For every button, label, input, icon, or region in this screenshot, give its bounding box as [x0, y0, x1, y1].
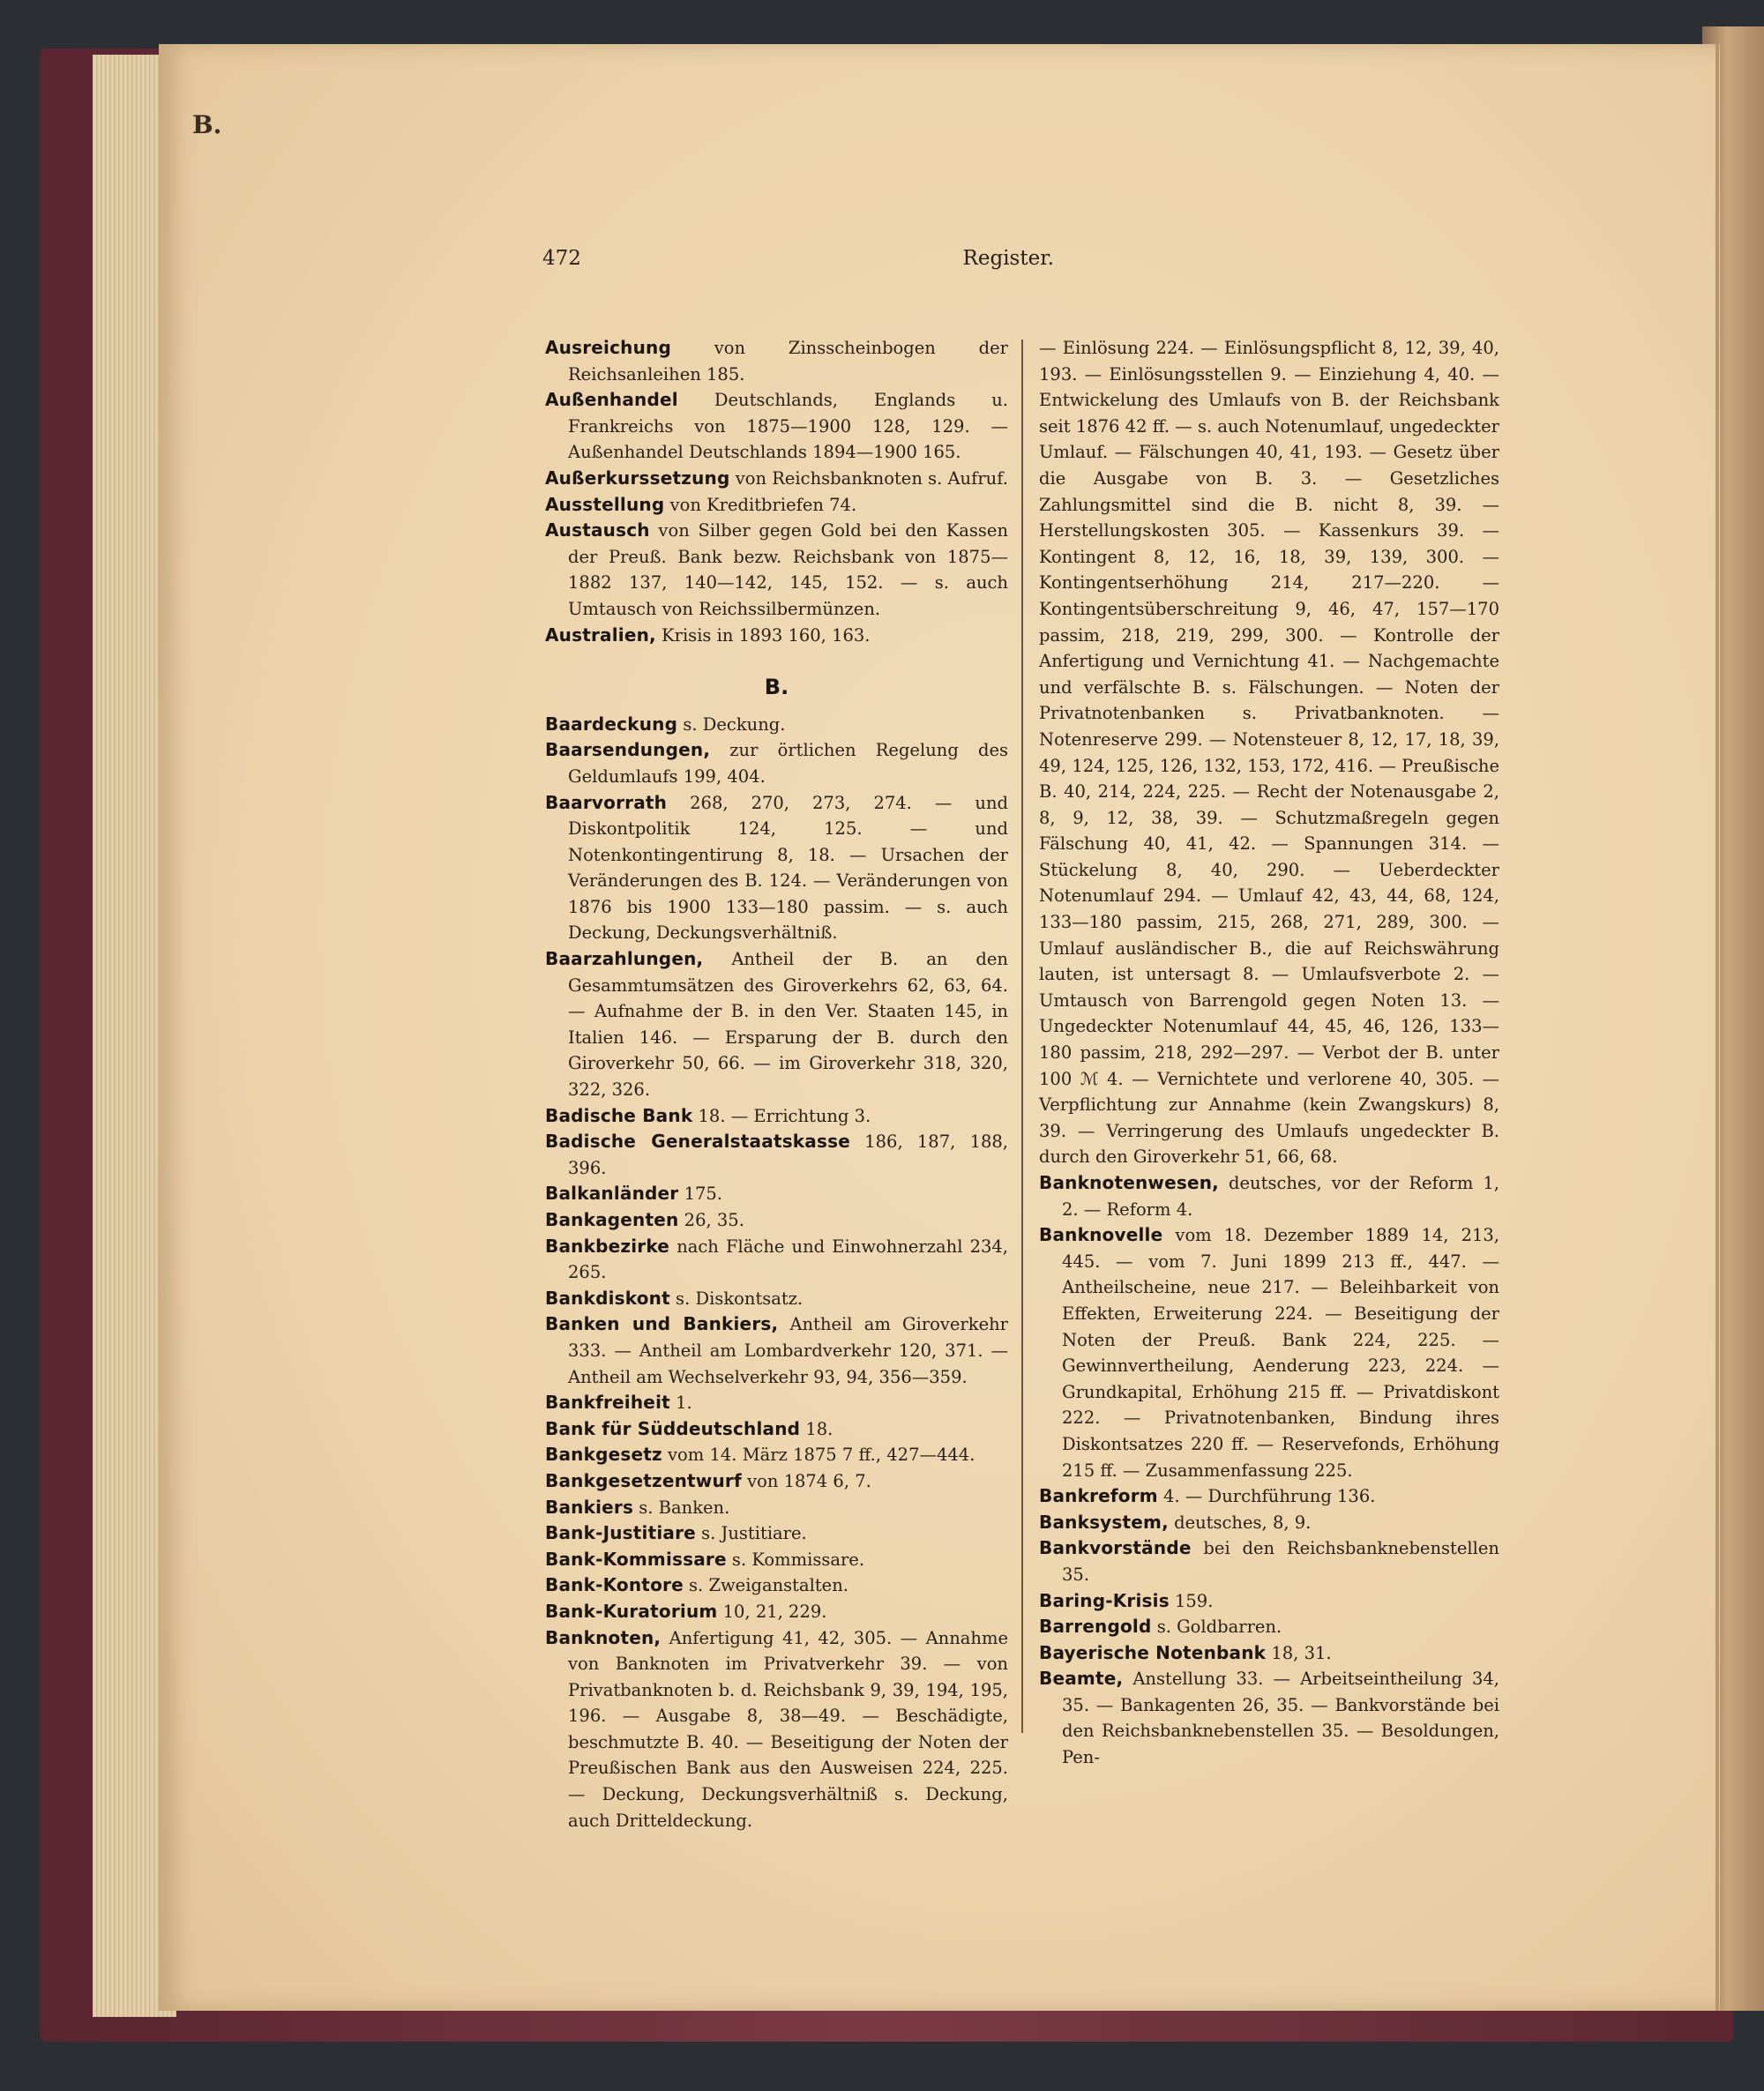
index-entry-references: s. Kommissare. [726, 1549, 865, 1570]
index-entry [1039, 1588, 1499, 1615]
index-entry-references: 18. — Errichtung 3. [692, 1105, 871, 1126]
index-entry [545, 1207, 1008, 1234]
index-entry-references: 268, 270, 273, 274. — und Diskontpolitik 124, 125. — und Notenkontingentirung 8, 18. — Ursachen der Veränderungen des B. 124. — Veränderungen von 1876 bis 1900 133—180 passim. — s. auch Deckung, Deckungsverhältniß. [568, 792, 1008, 944]
continued-entry-text: — Einlösung 224. — Einlösungspflicht 8, 12, 39, 40, 193. — Einlösungsstellen 9. — Einziehung 4, 40. — Entwickelung des Umlaufs von B. der Reichsbank seit 1876 42 ff. — s. auch Notenumlauf, ungedeckter Umlauf. — Fälschungen 40, 41, 193. — Gesetz über die Ausgabe von B. 3. — Gesetzliches Zahlungsmittel sind die B. nicht 8, 39. — Herstellungskosten 305. — Kassenkurs 39. — Kontingent 8, 12, 16, 18, 39, 139, 300. — Kontingentserhöhung 214, 217—220. — Kontingentsüberschreitung 9, 46, 47, 157—170 passim, 218, 219, 299, 300. — Kontrolle der Anfertigung und Vernichtung 41. — Nachgemachte und verfälschte B. s. Fälschungen. — Noten der Privatnotenbanken s. Privatbanknoten. — Notenreserve 299. — Notensteuer 8, 12, 17, 18, 39, 49, 124, 125, 126, 132, 153, 172, 416. — Preußische B. 40, 214, 224, 225. — Recht der Notenausgabe 2, 8, 9, 12, 38, 39. — Schutzmaßregeln gegen Fälschung 40, 41, 42. — Spannungen 314. — Stückelung 8, 40, 290. — Ueberdeckter Notenumlauf 294. — Umlauf 42, 43, 44, 68, 124, 133—180 passim, 215, 268, 271, 289, 300. — Umlauf ausländischer B., die auf Reichswährung lauten, ist untersagt 8. — Umlaufsverbote 2. — Umtausch von Barrengold gegen Noten 13. — Ungedeckter Notenumlauf 44, 45, 46, 126, 133—180 passim, 218, 292—297. — Verbot der B. unter 100 ℳ 4. — Vernichtete und verlorene 40, 305. — Verpflichtung zur Annahme (kein Zwangskurs) 8, 39. — Verringerung des Umlaufs ungedeckter B. durch den Giroverkehr 51, 66, 68. [1039, 338, 1499, 1168]
index-entry-headword: Bank-Kontore [545, 1574, 684, 1596]
index-entry [545, 1468, 1008, 1495]
index-entry [545, 335, 1008, 387]
index-entry-headword: Barrengold [1039, 1616, 1152, 1638]
index-entry-references: 10, 21, 229. [717, 1601, 827, 1622]
left-entries-bottom [545, 712, 1008, 1834]
section-heading-b: B. [764, 675, 789, 700]
index-entry-headword: Bank-Justitiare [545, 1522, 696, 1544]
index-entry-references: von Reichsbanknoten s. Aufruf. [729, 467, 1008, 489]
index-entry-headword: Ausreichung [545, 337, 671, 358]
index-entry [545, 1181, 1008, 1207]
index-entry-references: 18, 31. [1266, 1642, 1332, 1663]
index-entry-headword: Baarvorrath [545, 791, 668, 813]
index-entry [1039, 1170, 1499, 1222]
index-entry [545, 1390, 1008, 1416]
index-entry-references: s. Banken. [633, 1497, 730, 1518]
index-entry-references: 26, 35. [678, 1210, 744, 1230]
index-entry-references: von Zinsscheinbogen der Reichsanleihen 185. [568, 338, 1008, 385]
index-entry-headword: Außenhandel [545, 389, 678, 411]
index-entry-headword: Banknoten, [545, 1626, 662, 1648]
right-column [1039, 335, 1499, 1771]
index-entry [1039, 1483, 1499, 1510]
index-entry-references: 18. [800, 1418, 833, 1439]
index-entry-headword: Bank-Kuratorium [545, 1600, 718, 1622]
index-entry-headword: Bayerische Notenbank [1039, 1641, 1267, 1663]
index-entry-references: deutsches, vor der Reform 1, 2. — Reform 4. [1062, 1173, 1499, 1220]
index-entry-headword: Baarzahlungen, [545, 948, 704, 970]
index-entry-headword: Bank für Süddeutschland [545, 1417, 801, 1439]
index-entry-references: bei den Reichsbanknebenstellen 35. [1062, 1538, 1499, 1585]
index-entry-references: s. Deckung. [677, 713, 786, 735]
index-entry-references: Anfertigung 41, 42, 305. — Annahme von Banknoten im Privatverkehr 39. — von Privatbanknoten b. d. Reichsbank 9, 39, 194, 195, 196. — Ausgabe 8, 38—49. — Beschädigte, beschmutzte B. 40. — Beseitigung der Noten der Preußischen Bank aus den Ausweisen 224, 225. — Deckung, Deckungsverhältniß s. Deckung, auch Dritteldeckung. [568, 1627, 1008, 1831]
index-entry-references: Deutschlands, Englands u. Frankreichs von 1875—1900 128, 129. — Außenhandel Deutschlands 1894—1900 165. [568, 390, 1008, 463]
index-entry [545, 387, 1008, 466]
index-entry [545, 1234, 1008, 1286]
left-column [545, 335, 1008, 1833]
index-entry-headword: Bankbezirke [545, 1235, 670, 1257]
index-entry-references: Krisis in 1893 160, 163. [655, 624, 871, 646]
index-entry-headword: Außerkurssetzung [545, 467, 730, 489]
index-entry-references: zur örtlichen Regelung des Geldumlaufs 199, 404. [568, 740, 1008, 787]
page-header [542, 247, 1054, 275]
index-entry [545, 737, 1008, 789]
index-entry-headword: Austausch [545, 519, 650, 541]
index-entry-headword: Bankvorstände [1039, 1537, 1192, 1559]
running-head: Register. [962, 247, 1054, 270]
index-entry-headword: Ausstellung [545, 493, 665, 515]
index-entry [545, 1520, 1008, 1547]
index-entry-headword: Balkanländer [545, 1183, 679, 1205]
index-entry [545, 1311, 1008, 1390]
index-entry [1039, 1640, 1499, 1667]
page-number: 472 [542, 247, 581, 270]
index-entry-references: vom 18. Dezember 1889 14, 213, 445. — vom 7. Juni 1899 213 ff., 447. — Antheilscheine, neue 217. — Beleihbarkeit von Effekten, Erweiterung 224. — Beseitigung der Noten der Preuß. Bank 224, 225. — Gewinnvertheilung, Aenderung 223, 224. — Grundkapital, Erhöhung 215 ff. — Privatdiskont 222. — Privatnotenbanken, Bindung ihres Diskontsatzes 220 ff. — Reservefonds, Erhöhung 215 ff. — Zusammenfassung 225. [1062, 1225, 1499, 1481]
index-entry [545, 1442, 1008, 1468]
index-entry-references: 159. [1169, 1590, 1214, 1611]
index-entry [545, 1416, 1008, 1443]
index-entry-references: deutsches, 8, 9. [1168, 1512, 1312, 1533]
index-entry [545, 1495, 1008, 1521]
index-entry-references: 4. — Durchführung 136. [1157, 1486, 1376, 1507]
index-entry-headword: Banknovelle [1039, 1224, 1163, 1246]
index-entry [545, 1129, 1008, 1181]
index-entry-headword: Bankfreiheit [545, 1392, 670, 1414]
margin-mark: B. [192, 110, 222, 139]
index-entry [1039, 1535, 1499, 1587]
left-entries-top [545, 335, 1008, 648]
index-entry [545, 466, 1008, 492]
index-entry-references: nach Fläche und Einwohnerzahl 234, 265. [568, 1236, 1008, 1283]
index-entry-headword: Bank-Kommissare [545, 1548, 727, 1570]
index-entry [545, 1547, 1008, 1573]
column-divider [1021, 340, 1023, 1733]
index-entry-references: von 1874 6, 7. [741, 1470, 871, 1491]
index-entry [1039, 1222, 1499, 1483]
index-entry [545, 946, 1008, 1103]
index-entry-headword: Bankgesetz [545, 1444, 662, 1466]
index-entry-references: s. Zweiganstalten. [683, 1575, 848, 1596]
index-entry-headword: Banknotenwesen, [1039, 1172, 1219, 1193]
index-entry-references: von Silber gegen Gold bei den Kassen der Preuß. Bank bezw. Reichsbank von 1875—1882 137, 140—142, 145, 152. — s. auch Umtausch von Reichssilbermünzen. [568, 520, 1008, 619]
index-entry [1039, 1510, 1499, 1536]
index-entry-references: vom 14. März 1875 7 ff., 427—444. [662, 1445, 975, 1466]
index-entry-headword: Bankreform [1039, 1485, 1158, 1507]
index-entry [1039, 1614, 1499, 1640]
index-entry-headword: Banksystem, [1039, 1511, 1169, 1533]
index-entry-headword: Baarsendungen, [545, 739, 711, 761]
index-entry-references: 175. [678, 1184, 722, 1205]
index-entry [545, 1599, 1008, 1625]
index-entry-references: s. Diskontsatz. [669, 1288, 804, 1309]
index-entry-references: Anstellung 33. — Arbeitseintheilung 34, 35. — Bankagenten 26, 35. — Bankvorstände bei den Reichsbanknebenstellen 35. — Besoldungen, Pen- [1062, 1669, 1499, 1768]
index-entry-headword: Badische Generalstaatskasse [545, 1131, 850, 1153]
index-entry-headword: Bankagenten [545, 1209, 679, 1230]
index-entry-headword: Bankdiskont [545, 1287, 670, 1309]
index-entry [545, 790, 1008, 947]
index-entry-headword: Banken und Bankiers, [545, 1313, 779, 1335]
index-entry-references: von Kreditbriefen 74. [664, 494, 857, 515]
index-entry-headword: Bankgesetzentwurf [545, 1469, 742, 1491]
index-entry [545, 623, 1008, 649]
index-entry [545, 1103, 1008, 1130]
index-entry-headword: Bankiers [545, 1496, 634, 1518]
index-entry-references: s. Goldbarren. [1151, 1617, 1282, 1638]
index-entry [545, 518, 1008, 622]
index-entry [545, 1625, 1008, 1834]
index-entry [545, 492, 1008, 519]
index-entry-headword: Baring-Krisis [1039, 1589, 1170, 1611]
index-entry-references: Antheil am Giroverkehr 333. — Antheil am Lombardverkehr 120, 371. — Antheil am Wechselverkehr 93, 94, 356—359. [568, 1314, 1008, 1387]
page-gutter [1715, 44, 1719, 2011]
index-entry [545, 1286, 1008, 1312]
index-entry [545, 1572, 1008, 1599]
index-entry [545, 712, 1008, 738]
index-entry-references: 186, 187, 188, 396. [568, 1131, 1008, 1178]
index-entry [1039, 1666, 1499, 1770]
index-entry-headword: Badische Bank [545, 1104, 693, 1126]
index-entry-references: Antheil der B. an den Gesammtumsätzen des Giroverkehrs 62, 63, 64. — Aufnahme der B. in den Ver. Staaten 145, in Italien 146. — Ersparung der B. durch den Giroverkehr 50, 66. — im Giroverkehr 318, 320, 322, 326. [568, 949, 1008, 1101]
index-entry-headword: Beamte, [1039, 1668, 1124, 1690]
index-entry-references: 1. [669, 1393, 692, 1414]
index-entry-references: s. Justitiare. [695, 1523, 807, 1544]
right-entries [1039, 1170, 1499, 1771]
index-entry-headword: Australien, [545, 624, 656, 646]
index-entry-headword: Baardeckung [545, 713, 678, 735]
